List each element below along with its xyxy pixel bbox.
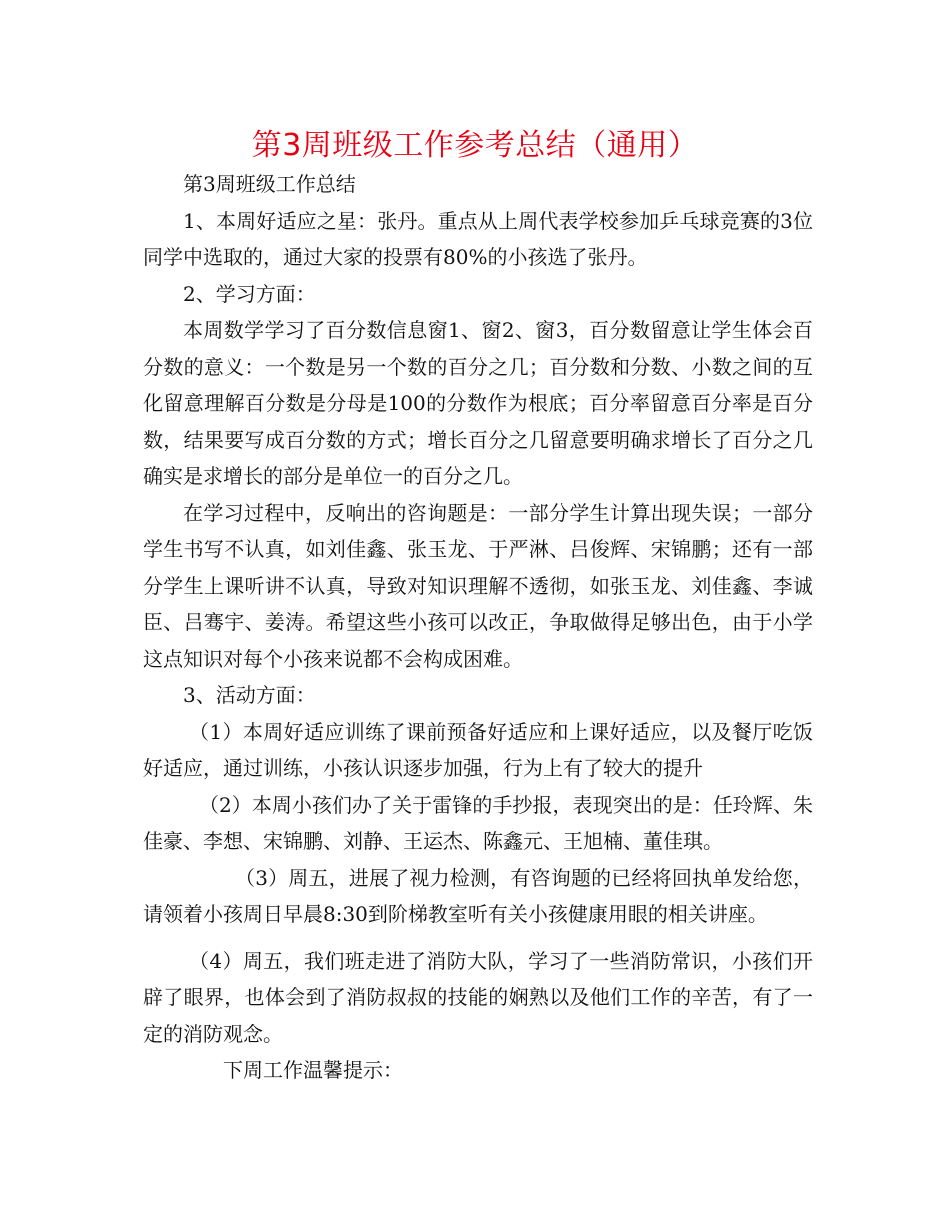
activity-item-1: （1）本周好适应训练了课前预备好适应和上课好适应，以及餐厅吃饭好适应，通过训练，小孩认识逐步加强，行为上有了较大的提升 — [143, 719, 813, 780]
document-body — [143, 166, 813, 1089]
paragraph-star-of-week: 1、本周好适应之星：张丹。重点从上周代表学校参加乒乓球竞赛的3位同学中选取的，通过大家的投票有80%的小孩选了张丹。 — [143, 208, 813, 269]
paragraph-math-study: 本周数学学习了百分数信息窗1、窗2、窗3，百分数留意让学生体会百分数的意义：一个数是另一个数的百分之几；百分数和分数、小数之间的互化留意理解百分数是分母是100的分数作为根底；百分率留意百分率是百分数，结果要写成百分数的方式；增长百分之几留意要明确求增长了百分之几确实是求增长的部分是单位一的百分之几。 — [143, 318, 813, 488]
activity-item-2: （2）本周小孩们办了关于雷锋的手抄报，表现突出的是：任玲辉、朱佳豪、李想、宋锦鹏、刘静、王运杰、陈鑫元、王旭楠、董佳琪。 — [143, 792, 813, 853]
document-title: 第3周班级工作参考总结（通用） — [251, 128, 699, 163]
heading-activities: 3、活动方面： — [183, 683, 316, 707]
activity-item-4: （4）周五，我们班走进了消防大队，学习了一些消防常识，小孩们开辟了眼界，也体会到了消防叔叔的技能的娴熟以及他们工作的辛苦，有了一定的消防观念。 — [143, 948, 813, 1046]
next-week-reminder: 下周工作温馨提示： — [223, 1058, 403, 1082]
paragraph-study-issues: 在学习过程中，反响出的咨询题是：一部分学生计算出现失误；一部分学生书写不认真，如刘佳鑫、张玉龙、于严淋、吕俊辉、宋锦鹏；还有一部分学生上课听讲不认真，导致对知识理解不透彻，如张玉龙、刘佳鑫、李诚臣、吕骞宇、姜涛。希望这些小孩可以改正，争取做得足够出色，由于小学这点知识对每个小孩来说都不会构成困难。 — [143, 500, 813, 671]
activity-item-3: （3）周五，进展了视力检测，有咨询题的已经将回执单发给您，请领着小孩周日早晨8:30到阶梯教室听有关小孩健康用眼的相关讲座。 — [143, 865, 813, 926]
subtitle-paragraph: 第3周班级工作总结 — [183, 172, 356, 196]
heading-study: 2、学习方面： — [183, 281, 316, 306]
